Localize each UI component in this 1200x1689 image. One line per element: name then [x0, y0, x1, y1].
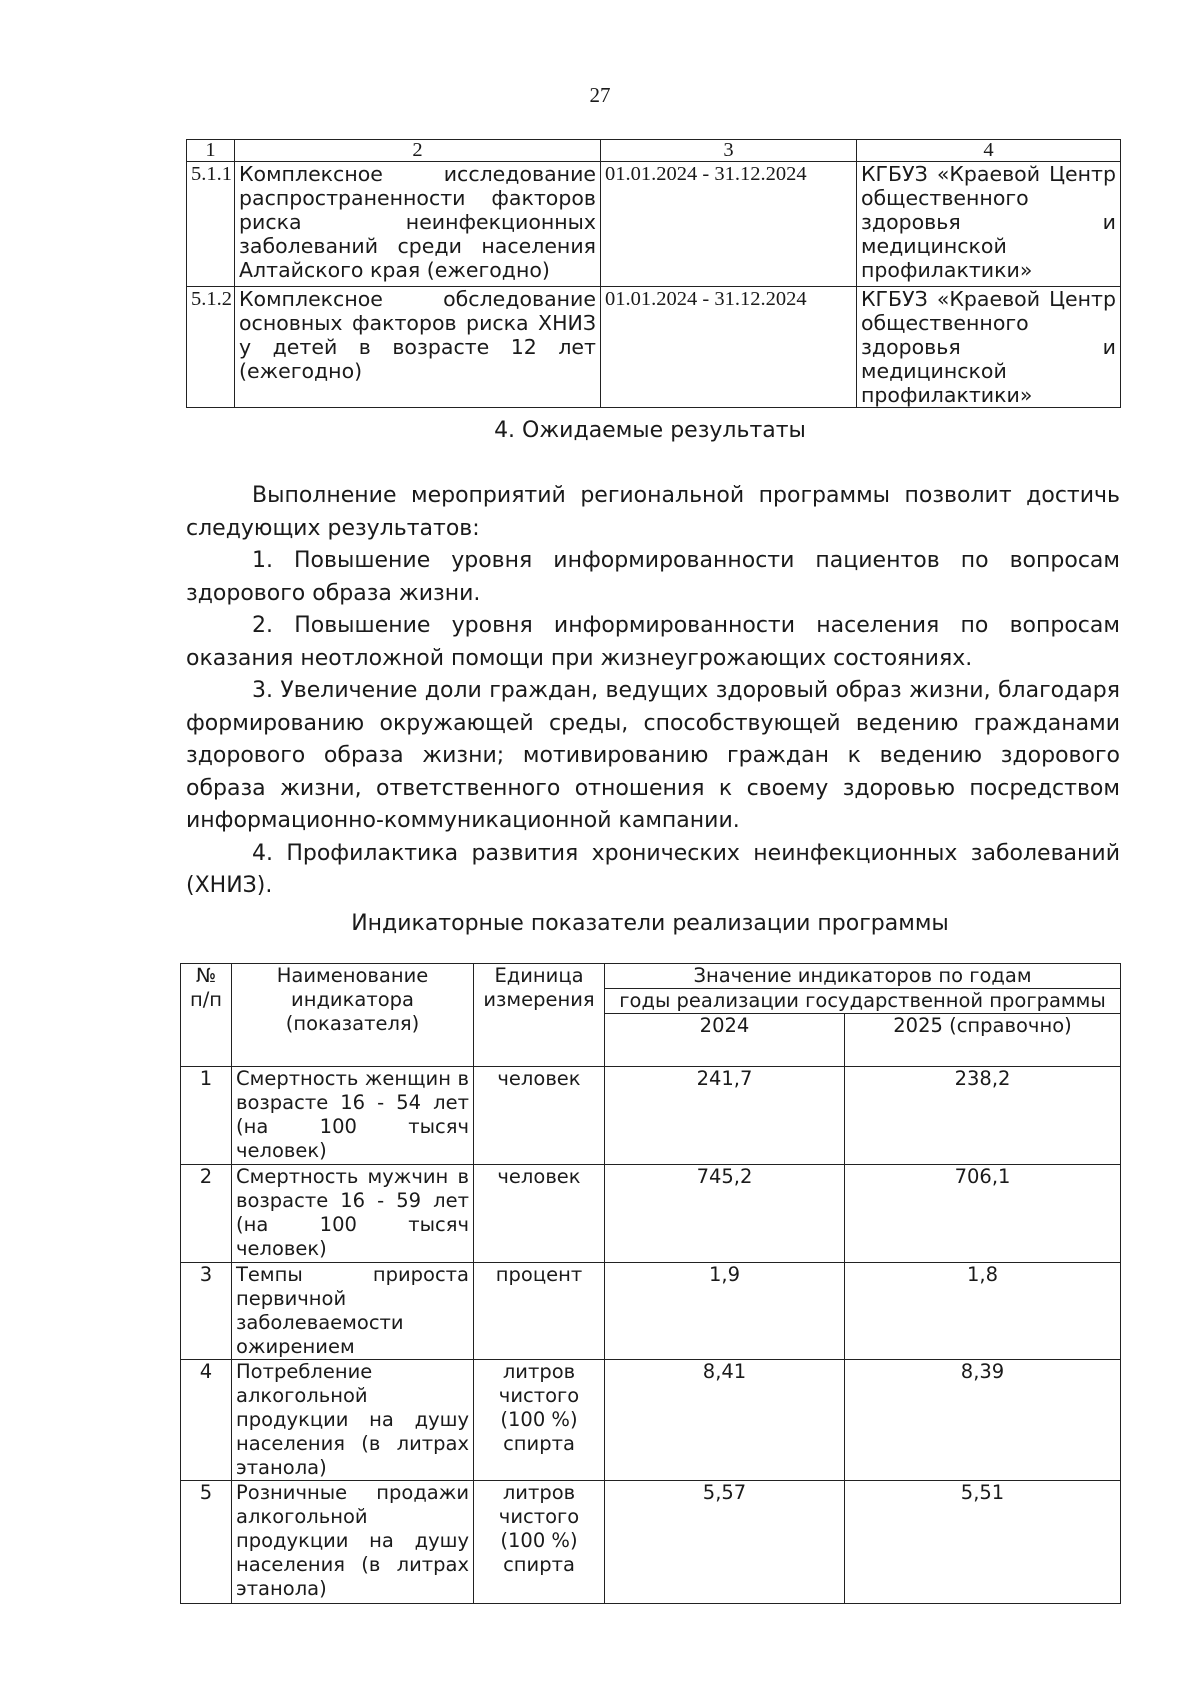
- value-2025: 5,51: [845, 1481, 1121, 1604]
- paragraph: 1. Повышение уровня информированности пациентов по вопросам здорового образа жизни.: [186, 548, 1120, 606]
- value-2025: 8,39: [845, 1360, 1121, 1481]
- indicator-unit: процент: [474, 1263, 605, 1360]
- indicators-table: [180, 963, 1121, 1604]
- page-number: 27: [589, 83, 611, 107]
- event-executor: КГБУЗ «Краевой Центр общественного здоровья и медицинской профилактики»: [857, 287, 1121, 408]
- row-number: 3: [181, 1263, 232, 1360]
- header-unit: Единица измерения: [474, 964, 605, 1067]
- header-year-2024: 2024: [605, 1014, 845, 1067]
- value-2024: 241,7: [605, 1067, 845, 1165]
- event-period: 01.01.2024 - 31.12.2024: [601, 287, 857, 408]
- indicator-name: Смертность мужчин в возрасте 16 - 59 лет (на 100 тысяч человек): [232, 1165, 474, 1263]
- table-row: [181, 1360, 1121, 1481]
- row-number: 5.1.1: [187, 162, 235, 287]
- indicator-name: Розничные продажи алкогольной продукции на душу населения (в литрах этанола): [232, 1481, 474, 1604]
- value-2025: 1,8: [845, 1263, 1121, 1360]
- table-row: [181, 1067, 1121, 1165]
- indicator-name: Потребление алкогольной продукции на душу населения (в литрах этанола): [232, 1360, 474, 1481]
- section-heading: 4. Ожидаемые результаты: [494, 418, 806, 443]
- value-2024: 8,41: [605, 1360, 845, 1481]
- indicator-name: Темпы прироста первичной заболеваемости ожирением: [232, 1263, 474, 1360]
- paragraph: Выполнение мероприятий региональной программы позволит достичь следующих результатов:: [186, 483, 1120, 541]
- paragraph: 2. Повышение уровня информированности населения по вопросам оказания неотложной помощи при жизнеугрожающих состояниях.: [186, 613, 1120, 671]
- table-row: [187, 287, 1121, 408]
- header-year-2025: 2025 (справочно): [845, 1014, 1121, 1067]
- table-title: Индикаторные показатели реализации программы: [351, 911, 949, 936]
- indicator-unit: человек: [474, 1067, 605, 1165]
- paragraph: 4. Профилактика развития хронических неинфекционных заболеваний (ХНИЗ).: [186, 840, 1120, 898]
- indicator-name: Смертность женщин в возрасте 16 - 54 лет (на 100 тысяч человек): [232, 1067, 474, 1165]
- table-row: [181, 1263, 1121, 1360]
- column-header: 2: [235, 140, 601, 162]
- paragraph: 3. Увеличение доли граждан, ведущих здоровый образ жизни, благодаря формированию окружающей среды, способствующей ведению гражданами здорового образа жизни; мотивированию граждан к ведению здорового образа жизни, ответственного отношения к своему здоровью посредством информационно-коммуникационной кампании.: [186, 678, 1120, 833]
- column-header: 4: [857, 140, 1121, 162]
- indicator-unit: литров чистого (100 %) спирта: [474, 1360, 605, 1481]
- row-number: 5: [181, 1481, 232, 1604]
- header-number: № п/п: [181, 964, 232, 1067]
- value-2024: 5,57: [605, 1481, 845, 1604]
- header-indicator-name: Наименование индикатора (показателя): [232, 964, 474, 1067]
- table-row: [181, 1165, 1121, 1263]
- column-header: 3: [601, 140, 857, 162]
- header-years-group: годы реализации государственной программы: [605, 989, 1121, 1014]
- value-2024: 745,2: [605, 1165, 845, 1263]
- event-executor: КГБУЗ «Краевой Центр общественного здоровья и медицинской профилактики»: [857, 162, 1121, 287]
- row-number: 1: [181, 1067, 232, 1165]
- value-2024: 1,9: [605, 1263, 845, 1360]
- row-number: 4: [181, 1360, 232, 1481]
- value-2025: 238,2: [845, 1067, 1121, 1165]
- results-text: [186, 480, 1120, 903]
- indicator-unit: литров чистого (100 %) спирта: [474, 1481, 605, 1604]
- table-row: [181, 1481, 1121, 1604]
- indicator-unit: человек: [474, 1165, 605, 1263]
- event-period: 01.01.2024 - 31.12.2024: [601, 162, 857, 287]
- table-row: [187, 162, 1121, 287]
- row-number: 5.1.2: [187, 287, 235, 408]
- header-values: Значение индикаторов по годам: [605, 964, 1121, 989]
- events-table: [186, 139, 1121, 408]
- event-name: Комплексное обследование основных факторов риска ХНИЗ у детей в возрасте 12 лет (ежегодно): [235, 287, 601, 408]
- event-name: Комплексное исследование распространенности факторов риска неинфекционных заболеваний среди населения Алтайского края (ежегодно): [235, 162, 601, 287]
- table-header-row: [187, 140, 1121, 162]
- column-header: 1: [187, 140, 235, 162]
- row-number: 2: [181, 1165, 232, 1263]
- table-header-row: [181, 964, 1121, 989]
- value-2025: 706,1: [845, 1165, 1121, 1263]
